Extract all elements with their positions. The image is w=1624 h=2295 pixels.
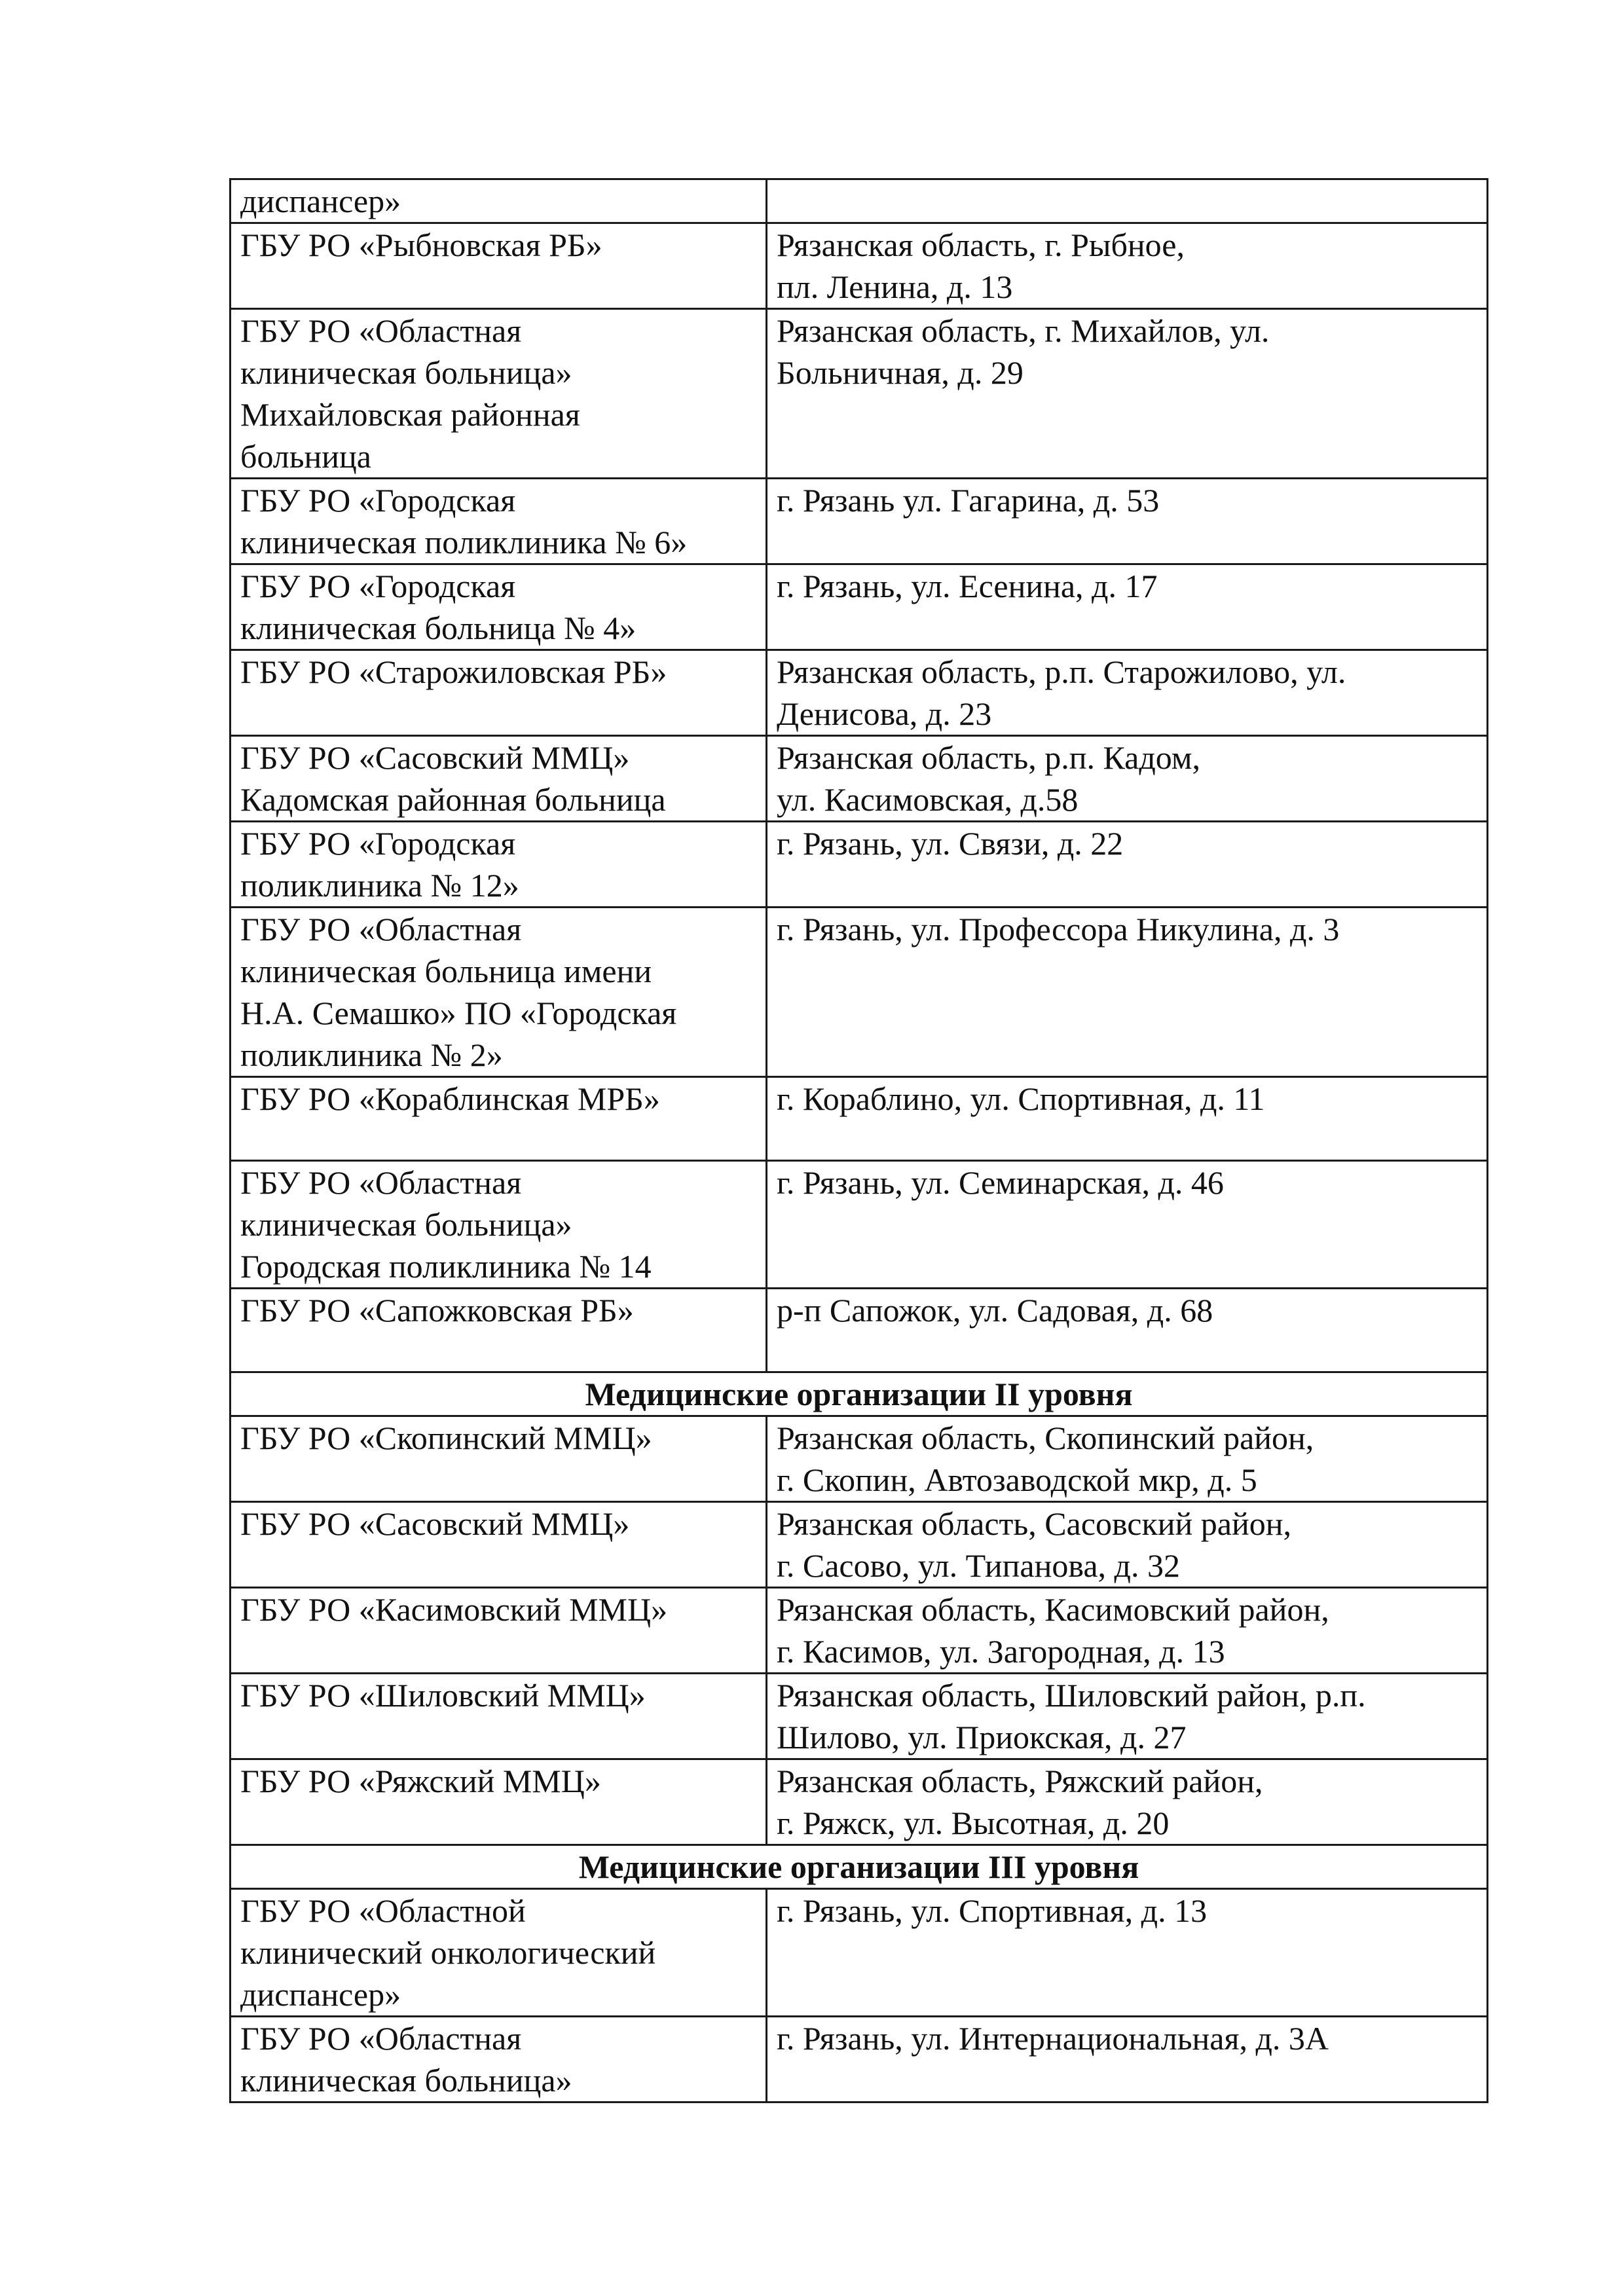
organization-name-cell [231,1502,767,1588]
organization-name-cell [231,1161,767,1289]
organization-name-cell-line: ГБУ РО «Сасовский ММЦ» [240,739,630,776]
table-row [231,2017,1488,2102]
organization-name-cell-line: клиническая поликлиника № 6» [240,524,688,560]
organization-name-cell [231,179,767,223]
organization-address-cell-line: Рязанская область, Сасовский район, [777,1505,1291,1542]
organization-name-cell-line: Городская поликлиника № 14 [240,1248,652,1285]
table-row [231,564,1488,650]
organization-name-cell-line: поликлиника № 12» [240,867,519,904]
organization-name-cell [231,479,767,564]
organization-name-cell [231,822,767,908]
section-heading: Медицинские организации III уровня [231,1845,1488,1889]
table-row [231,1502,1488,1588]
section-heading: Медицинские организации II уровня [231,1372,1488,1416]
organization-name-cell-line: ГБУ РО «Ряжский ММЦ» [240,1763,601,1799]
table-row [231,479,1488,564]
table-row [231,650,1488,736]
table-row [231,822,1488,908]
organization-name-cell [231,908,767,1077]
organization-name-cell-line: диспансер» [240,1976,401,2013]
organization-name-cell-line: ГБУ РО «Шиловский ММЦ» [240,1677,646,1714]
organization-name-cell-line: ГБУ РО «Сапожковская РБ» [240,1292,634,1329]
organization-address-cell-line: г. Рязань, ул. Спортивная, д. 13 [777,1892,1208,1929]
organization-address-cell [767,2017,1488,2102]
organization-name-cell-line: клиническая больница № 4» [240,610,637,646]
organization-address-cell-line: г. Рязань, ул. Есенина, д. 17 [777,568,1158,604]
table-row [231,1588,1488,1674]
organization-name-cell-line: поликлиника № 2» [240,1037,503,1073]
organization-address-cell-line: г. Рязань, ул. Профессора Никулина, д. 3 [777,911,1340,947]
organization-address-cell-line: пл. Ленина, д. 13 [777,268,1013,305]
organization-address-cell-line: Рязанская область, р.п. Кадом, [777,739,1200,776]
table-row [231,1289,1488,1372]
organization-name-cell-line: ГБУ РО «Старожиловская РБ» [240,653,667,690]
organization-name-cell-line: ГБУ РО «Городская [240,482,516,519]
table-row [231,1416,1488,1502]
organization-name-cell-line: ГБУ РО «Областная [240,911,522,947]
table-row [231,223,1488,309]
organization-address-cell [767,1588,1488,1674]
organization-address-cell [767,479,1488,564]
table-row [231,1674,1488,1759]
organization-address-cell-line: Рязанская область, р.п. Старожилово, ул. [777,653,1346,690]
organization-name-cell-line: Н.А. Семашко» ПО «Городская [240,995,677,1031]
organization-address-cell-line: Рязанская область, г. Рыбное, [777,227,1185,263]
organization-address-cell [767,1161,1488,1289]
organization-name-cell [231,564,767,650]
organization-name-cell-line: ГБУ РО «Городская [240,825,516,862]
organization-address-cell-line: г. Рязань, ул. Интернациональная, д. 3А [777,2020,1329,2057]
organization-name-cell-line: клиническая больница» [240,2062,572,2099]
organization-address-cell-line: г. Сасово, ул. Типанова, д. 32 [777,1547,1180,1584]
organization-address-cell [767,650,1488,736]
organization-address-cell [767,1077,1488,1161]
organization-name-cell-line: ГБУ РО «Областная [240,312,522,349]
organization-address-cell [767,822,1488,908]
organization-name-cell [231,2017,767,2102]
organization-name-cell-line: больница [240,438,371,475]
organization-name-cell-line: клиническая больница» [240,354,572,391]
table-row [231,179,1488,223]
organization-address-cell [767,179,1488,223]
organization-address-cell-line: г. Рязань, ул. Семинарская, д. 46 [777,1164,1224,1201]
organization-address-cell-line: Рязанская область, Шиловский район, р.п. [777,1677,1366,1714]
organization-name-cell-line: ГБУ РО «Областная [240,2020,522,2057]
organization-address-cell [767,564,1488,650]
organization-address-cell-line: г. Кораблино, ул. Спортивная, д. 11 [777,1080,1265,1117]
organization-address-cell [767,1889,1488,2017]
organization-name-cell [231,309,767,479]
organization-address-cell-line: г. Рязань ул. Гагарина, д. 53 [777,482,1160,519]
organization-address-cell [767,1759,1488,1845]
organization-name-cell-line: диспансер» [240,183,401,219]
organization-address-cell-line: р-п Сапожок, ул. Садовая, д. 68 [777,1292,1213,1329]
organizations-table [229,178,1488,2103]
table-row [231,1077,1488,1161]
organization-address-cell-line: Рязанская область, Ряжский район, [777,1763,1263,1799]
organization-address-cell-line: Рязанская область, Касимовский район, [777,1591,1329,1628]
organization-name-cell [231,1077,767,1161]
table-row [231,1759,1488,1845]
organization-name-cell-line: Кадомская районная больница [240,781,666,818]
organization-address-cell-line: г. Ряжск, ул. Высотная, д. 20 [777,1805,1170,1841]
organization-address-cell [767,309,1488,479]
table-row [231,1889,1488,2017]
organization-name-cell-line: ГБУ РО «Кораблинская МРБ» [240,1080,660,1117]
organization-name-cell-line: клинический онкологический [240,1934,656,1971]
organization-name-cell-line: ГБУ РО «Областной [240,1892,526,1929]
organization-name-cell-line: ГБУ РО «Касимовский ММЦ» [240,1591,668,1628]
table-row [231,1161,1488,1289]
section-heading-row [231,1372,1488,1416]
organization-name-cell [231,1674,767,1759]
organization-address-cell-line [777,180,1477,222]
organization-name-cell [231,1289,767,1372]
organization-address-cell-line: г. Скопин, Автозаводской мкр, д. 5 [777,1461,1257,1498]
organization-address-cell-line: Рязанская область, г. Михайлов, ул. [777,312,1270,349]
organization-name-cell [231,736,767,822]
organization-address-cell [767,1502,1488,1588]
table-row [231,736,1488,822]
organization-name-cell [231,1759,767,1845]
organization-name-cell [231,650,767,736]
organization-address-cell-line: Больничная, д. 29 [777,354,1024,391]
organization-name-cell [231,1588,767,1674]
section-heading-row [231,1845,1488,1889]
table-row [231,309,1488,479]
organization-address-cell-line: г. Касимов, ул. Загородная, д. 13 [777,1633,1225,1670]
organization-address-cell [767,1416,1488,1502]
organization-address-cell-line: Рязанская область, Скопинский район, [777,1420,1314,1456]
organization-address-cell [767,908,1488,1077]
organization-address-cell-line: Шилово, ул. Приокская, д. 27 [777,1719,1187,1755]
organization-address-cell-line: Денисова, д. 23 [777,695,992,732]
organization-name-cell-line: Михайловская районная [240,396,580,433]
organization-name-cell [231,1416,767,1502]
organization-address-cell [767,223,1488,309]
organization-name-cell-line: ГБУ РО «Городская [240,568,516,604]
organization-address-cell-line: ул. Касимовская, д.58 [777,781,1079,818]
organization-name-cell [231,1889,767,2017]
organization-name-cell-line: ГБУ РО «Рыбновская РБ» [240,227,602,263]
organization-address-cell [767,1289,1488,1372]
organization-address-cell [767,736,1488,822]
organization-address-cell [767,1674,1488,1759]
organization-name-cell-line: ГБУ РО «Сасовский ММЦ» [240,1505,630,1542]
organization-name-cell-line: клиническая больница» [240,1206,572,1243]
organization-name-cell-line: клиническая больница имени [240,953,652,989]
organization-name-cell-line: ГБУ РО «Скопинский ММЦ» [240,1420,652,1456]
organization-address-cell-line: г. Рязань, ул. Связи, д. 22 [777,825,1124,862]
organization-name-cell-line: ГБУ РО «Областная [240,1164,522,1201]
table-row [231,908,1488,1077]
organization-name-cell [231,223,767,309]
